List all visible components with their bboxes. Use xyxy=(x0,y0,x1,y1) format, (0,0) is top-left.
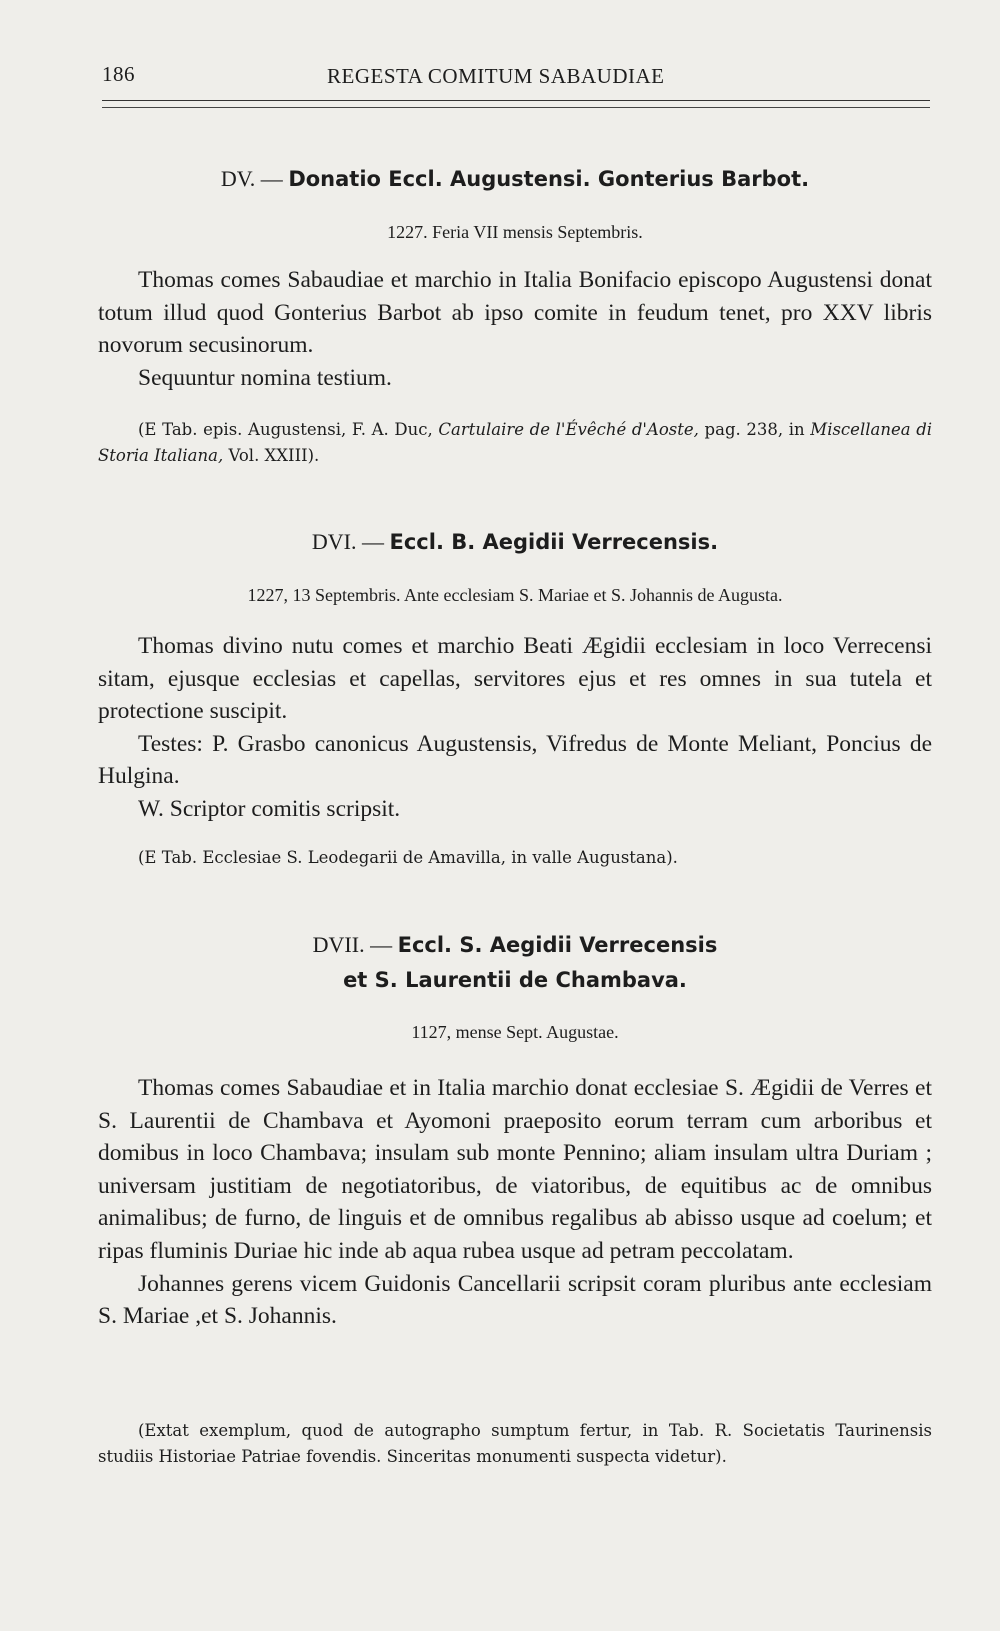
paragraph: Thomas divino nutu comes et marchio Beati Ægidii ecclesiam in loco Verrecensi sitam, ejusque ecclesias et capellas, servitores ejus et res omnes in sua tutela et protectione suscipit. xyxy=(98,633,932,725)
running-title: REGESTA COMITUM SABAUDIAE xyxy=(327,64,665,88)
page-number: 186 xyxy=(102,62,135,86)
paragraph: Sequuntur nomina testium. xyxy=(138,364,392,391)
entry-date: 1127, mense Sept. Augustae. xyxy=(411,1022,619,1042)
entry-number: DVII. — xyxy=(312,932,393,957)
entry-body xyxy=(98,264,932,394)
paragraph: Johannes gerens vicem Guidonis Cancellarii scripsit coram pluribus ante ecclesiam S. Mariae ,et S. Johannis. xyxy=(98,1270,932,1330)
entry-heading-line2 xyxy=(98,967,932,993)
header-rule-thin xyxy=(102,107,930,108)
source-note: (E Tab. Ecclesiae S. Leodegarii de Amavilla, in valle Augustana). xyxy=(138,848,678,867)
entry-body xyxy=(98,630,932,826)
entry-heading xyxy=(98,932,932,958)
source-title: Miscellanea di Storia Italiana, xyxy=(98,420,933,465)
entry-date: 1227. Feria VII mensis Septembris. xyxy=(387,222,643,242)
paragraph: W. Scriptor comitis scripsit. xyxy=(138,795,401,822)
source-title: Cartulaire de l'Évêché d'Aoste, xyxy=(438,420,699,439)
paragraph: Thomas comes Sabaudiae et in Italia marchio donat ecclesiae S. Ægidii de Verres et S. Laurentii de Chambava et Ayomoni praeposito eorum terram cum arboribus et domibus in loco Chambava; insulam sub monte Pennino; aliam insulam ultra Duriam ; universam justitiam de negotiatoribus, de viatoribus, de equitibus ac de omnibus animalibus; de furno, de linguis et de omnibus regalibus ab abisso usque ad coelum; et ripas fluminis Duriae hic inde ab aqua rubea usque ad petram peccolatam. xyxy=(98,1075,932,1264)
entry-heading xyxy=(98,166,932,192)
entry-title: Eccl. B. Aegidii Verrecensis. xyxy=(389,530,719,554)
entry-date: 1227, 13 Septembris. Ante ecclesiam S. Mariae et S. Johannis de Augusta. xyxy=(247,585,783,605)
paragraph: Thomas comes Sabaudiae et marchio in Italia Bonifacio episcopo Augustensi donat totum illud quod Gonterius Barbot ab ipso comite in feudum tenet, pro XXV libris novorum secusinorum. xyxy=(98,267,932,359)
entry-title: Eccl. S. Aegidii Verrecensis xyxy=(397,933,718,957)
entry-title: et S. Laurentii de Chambava. xyxy=(343,968,687,992)
entry-heading xyxy=(98,529,932,555)
source-note: (Extat exemplum, quod de autographo sumptum fertur, in Tab. R. Societatis Taurinensis studiis Historiae Patriae fovendis. Sinceritas monumenti suspecta videtur). xyxy=(98,1421,932,1466)
source-note xyxy=(98,417,932,469)
entry-title: Donatio Eccl. Augustensi. Gonterius Barbot. xyxy=(288,167,810,191)
entry-number: DVI. — xyxy=(311,529,384,554)
entry-number: DV. — xyxy=(220,166,283,191)
header-rule xyxy=(102,100,930,101)
paragraph: Testes: P. Grasbo canonicus Augustensis, Vifredus de Monte Meliant, Poncius de Hulgina. xyxy=(98,730,932,790)
source-text: Vol. XXIII). xyxy=(228,446,320,465)
entry-body xyxy=(98,1072,932,1333)
source-text: pag. 238, in xyxy=(704,420,805,439)
source-text: (E Tab. epis. Augustensi, F. A. Duc, xyxy=(138,420,433,439)
